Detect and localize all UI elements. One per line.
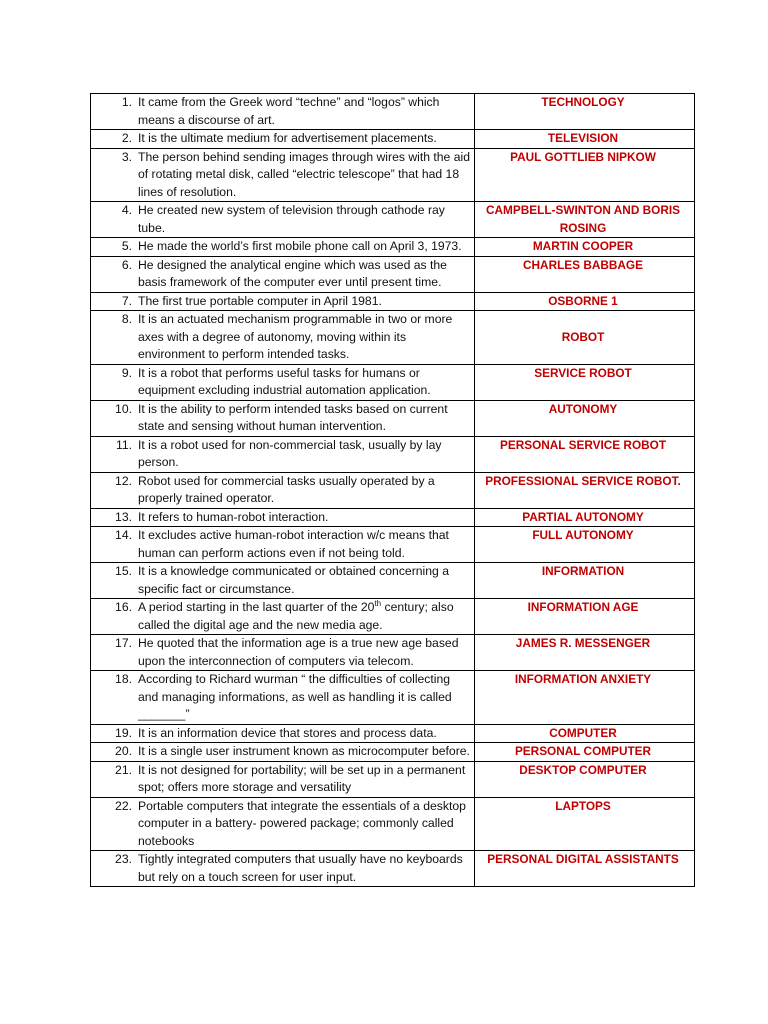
question-cell (91, 94, 475, 130)
answer-cell (475, 671, 695, 725)
answer-cell (475, 761, 695, 797)
question-number: 4. (121, 203, 132, 217)
question-text: It is an actuated mechanism programmable in two or more axes with a degree of autonomy, moving within its environment to perform intended tasks. (138, 312, 453, 361)
table-row (91, 851, 695, 887)
question-number: 19. (115, 725, 132, 740)
question-text: He created new system of television through cathode ray tube. (138, 203, 445, 235)
question-cell (91, 400, 475, 436)
question-text: It refers to human-robot interaction. (138, 509, 329, 524)
question-cell (91, 472, 475, 508)
question-number: 3. (121, 149, 132, 164)
table-row (91, 671, 695, 725)
answer-text: COMPUTER (549, 725, 617, 740)
ordinal-suffix: th (374, 598, 382, 608)
question-cell (91, 364, 475, 400)
answer-cell (475, 472, 695, 508)
answer-text: CHARLES BABBAGE (523, 257, 643, 272)
answer-text: LAPTOPS (555, 798, 611, 813)
answer-text: INFORMATION AGE (527, 600, 639, 614)
table-row (91, 202, 695, 238)
question-text: Portable computers that integrate the essentials of a desktop computer in a battery- powered package; commonly called notebooks (138, 798, 466, 848)
table-row (91, 94, 695, 130)
answer-text: JAMES R. MESSENGER (515, 636, 651, 650)
answer-text: TECHNOLOGY (541, 95, 625, 109)
question-number: 23. (115, 852, 132, 866)
question-text: It is a robot used for non-commercial task, usually by lay person. (138, 437, 442, 469)
question-text: It is a single user instrument known as microcomputer before. (138, 744, 470, 758)
answer-text: MARTIN COOPER (532, 239, 634, 253)
question-number: 8. (121, 312, 132, 326)
question-text: It is a knowledge communicated or obtained concerning a specific fact or circumstance. (138, 564, 449, 596)
table-row (91, 563, 695, 599)
question-number: 13. (115, 509, 132, 524)
table-row (91, 797, 695, 851)
question-text: He quoted that the information age is a true new age based upon the interconnection of computers via telecom. (138, 636, 459, 668)
question-cell (91, 635, 475, 671)
table-row (91, 599, 695, 635)
question-text: Tightly integrated computers that usually have no keyboards but rely on a touch screen for user input. (138, 852, 463, 884)
question-text: He made the world’s first mobile phone call on April 3, 1973. (138, 239, 462, 253)
question-cell (91, 311, 475, 365)
question-text: It is not designed for portability; will be set up in a permanent spot; offers more storage and versatility (138, 762, 466, 794)
answer-cell (475, 797, 695, 851)
question-number: 10. (115, 401, 132, 416)
answer-cell (475, 743, 695, 762)
answer-cell (475, 635, 695, 671)
answer-text: ROBOT (561, 329, 605, 344)
question-cell (91, 797, 475, 851)
answer-text: PARTIAL AUTONOMY (522, 509, 644, 524)
answer-text: PROFESSIONAL SERVICE ROBOT. (485, 473, 681, 488)
table-row (91, 238, 695, 257)
question-text (138, 599, 471, 634)
question-answer-table (90, 93, 695, 887)
question-cell (91, 851, 475, 887)
table-row (91, 130, 695, 149)
answer-text: AUTONOMY (548, 401, 618, 416)
table-row (91, 436, 695, 472)
answer-cell (475, 724, 695, 743)
question-cell (91, 527, 475, 563)
answer-cell (475, 400, 695, 436)
table-row (91, 527, 695, 563)
question-cell (91, 148, 475, 202)
table-row (91, 148, 695, 202)
question-text: Robot used for commercial tasks usually operated by a properly trained operator. (138, 473, 435, 505)
question-text: It is an information device that stores and process data. (138, 725, 437, 740)
table-row (91, 364, 695, 400)
answer-text: DESKTOP COMPUTER (519, 762, 647, 777)
question-text: The first true portable computer in April 1981. (138, 293, 382, 308)
question-number: 12. (115, 473, 132, 488)
answer-text: PAUL GOTTLIEB NIPKOW (510, 149, 656, 164)
answer-cell (475, 292, 695, 311)
question-number: 11. (115, 437, 132, 452)
table-row (91, 724, 695, 743)
answer-text: FULL AUTONOMY (532, 528, 634, 542)
question-cell (91, 599, 475, 635)
question-number: 2. (121, 131, 132, 145)
answer-text: OSBORNE 1 (548, 293, 618, 308)
question-number: 20. (115, 744, 132, 758)
question-number: 18. (115, 672, 132, 686)
answer-text: SERVICE ROBOT (534, 365, 632, 380)
question-cell (91, 671, 475, 725)
answer-cell (475, 148, 695, 202)
question-cell (91, 130, 475, 149)
answer-text: TELEVISION (547, 131, 619, 145)
question-cell (91, 256, 475, 292)
answer-cell (475, 130, 695, 149)
table-row (91, 400, 695, 436)
table-row (91, 292, 695, 311)
question-number: 14. (115, 528, 132, 542)
question-number: 1. (121, 95, 132, 109)
question-number: 15. (115, 564, 132, 578)
answer-cell (475, 851, 695, 887)
answer-text: PERSONAL COMPUTER (514, 744, 652, 758)
question-cell (91, 743, 475, 762)
question-cell (91, 761, 475, 797)
question-cell (91, 202, 475, 238)
question-number: 22. (115, 798, 132, 813)
answer-text: INFORMATION ANXIETY (514, 672, 652, 686)
question-number: 9. (121, 365, 132, 380)
answer-text: PERSONAL SERVICE ROBOT (499, 437, 667, 452)
question-text: He designed the analytical engine which was used as the basis framework of the computer ever until present time. (138, 257, 447, 289)
answer-text: INFORMATION (541, 564, 625, 578)
question-cell (91, 508, 475, 527)
question-text-part: century; also called the digital age and the new media age. (138, 600, 454, 632)
answer-cell (475, 563, 695, 599)
answer-cell (475, 256, 695, 292)
answer-cell (475, 94, 695, 130)
question-cell (91, 238, 475, 257)
table-row (91, 508, 695, 527)
answer-cell (475, 364, 695, 400)
answer-text: PERSONAL DIGITAL ASSISTANTS (487, 852, 679, 866)
answer-cell (475, 436, 695, 472)
answer-cell (475, 599, 695, 635)
question-number: 6. (121, 257, 132, 272)
question-number: 16. (115, 600, 132, 614)
table-row (91, 743, 695, 762)
question-cell (91, 563, 475, 599)
question-text: It is the ability to perform intended tasks based on current state and sensing without human intervention. (138, 401, 448, 433)
table-row (91, 472, 695, 508)
question-text: The person behind sending images through wires with the aid of rotating metal disk, called “electric telescope” that had 18 lines of resolution. (138, 149, 470, 199)
answer-cell (475, 508, 695, 527)
answer-cell (475, 202, 695, 238)
table-row (91, 311, 695, 365)
question-text: According to Richard wurman “ the difficulties of collecting and managing informations, as well as handling it is called _______” (138, 672, 452, 721)
question-number: 7. (121, 293, 132, 308)
question-text: It is a robot that performs useful tasks for humans or equipment excluding industrial automation application. (138, 365, 431, 397)
question-number: 5. (121, 239, 132, 253)
table-row (91, 635, 695, 671)
answer-cell (475, 311, 695, 365)
question-text: It came from the Greek word “techne” and “logos” which means a discourse of art. (138, 95, 440, 127)
question-cell (91, 724, 475, 743)
question-cell (91, 292, 475, 311)
question-text: It is the ultimate medium for advertisement placements. (138, 131, 437, 145)
question-text-part: A period starting in the last quarter of the 20 (138, 600, 375, 614)
answer-cell (475, 238, 695, 257)
question-number: 17. (115, 636, 132, 650)
table-row (91, 761, 695, 797)
question-number: 21. (115, 762, 132, 777)
question-text: It excludes active human-robot interaction w/c means that human can perform actions even if not being told. (138, 528, 449, 560)
answer-text: CAMPBELL-SWINTON AND BORIS ROSING (486, 203, 680, 235)
question-cell (91, 436, 475, 472)
table-row (91, 256, 695, 292)
answer-cell (475, 527, 695, 563)
